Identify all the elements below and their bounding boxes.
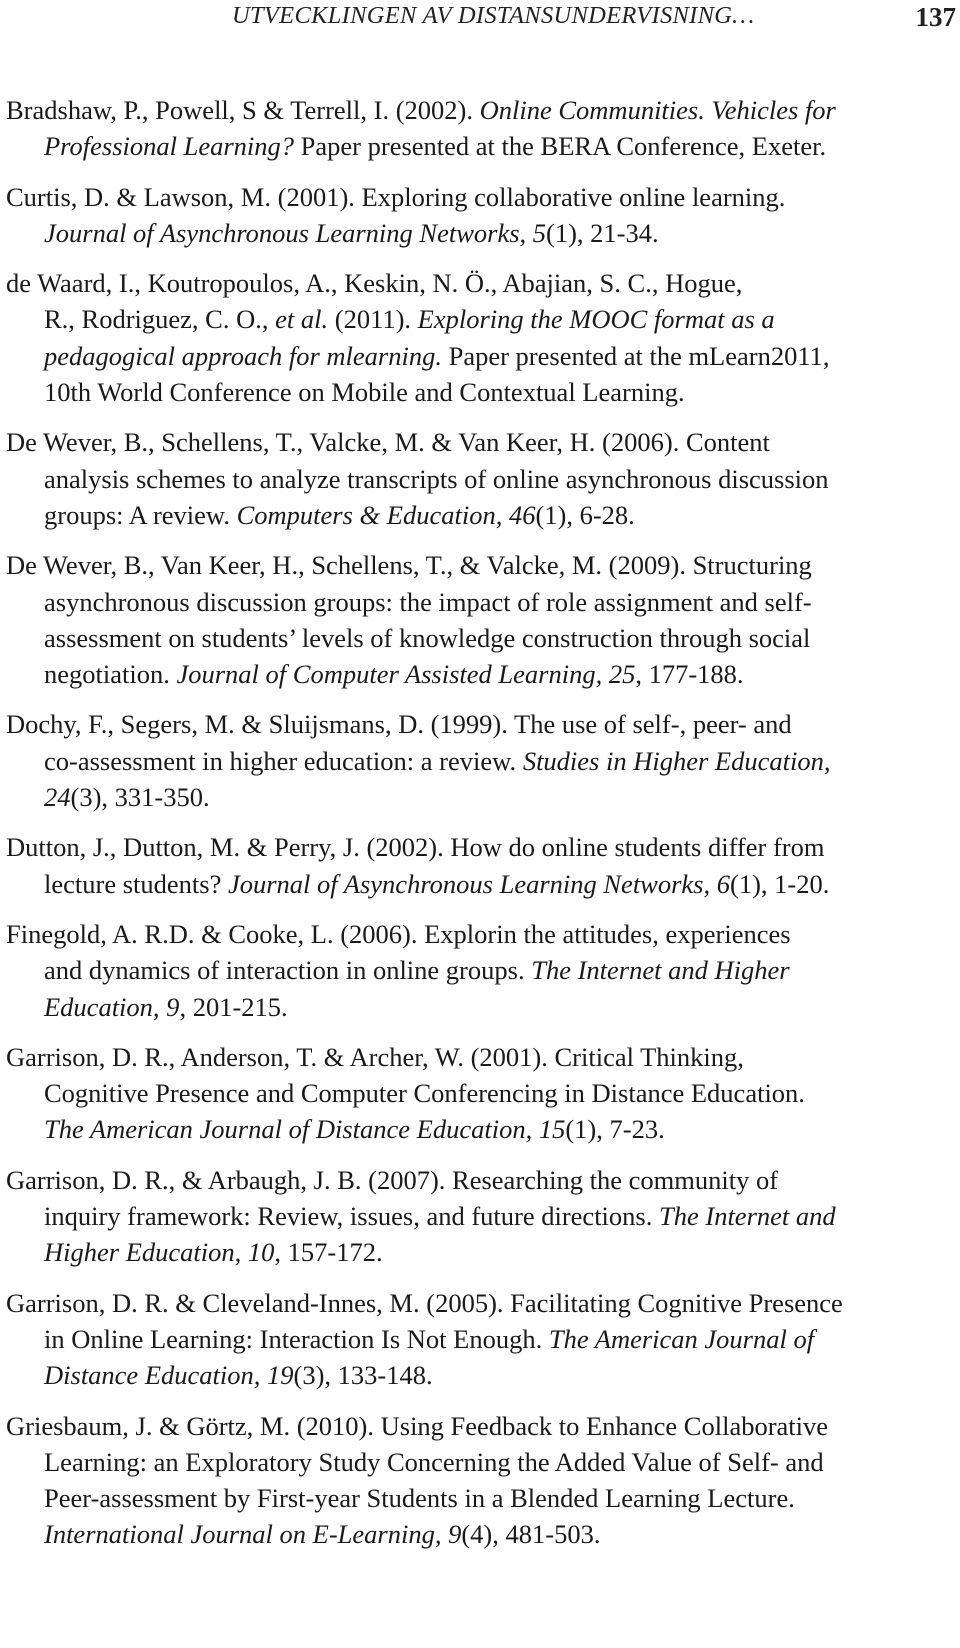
reference-text-segment: asynchronous discussion groups: the impact of role assignment and self- — [44, 586, 812, 617]
reference-italic-segment: Studies in Higher Education, — [522, 745, 831, 776]
reference-entry — [6, 179, 958, 252]
reference-italic-segment: Exploring the MOOC format as a — [417, 304, 775, 335]
reference-text-segment: Finegold, A. R.D. & Cooke, L. (2006). Explorin the attitudes, experiences — [6, 918, 791, 949]
reference-text-segment: Cognitive Presence and Computer Conferencing in Distance Education. — [44, 1078, 805, 1109]
reference-entry — [6, 265, 958, 410]
reference-italic-segment: Journal of Computer Assisted Learning, 25 — [176, 659, 636, 690]
reference-italic-segment: Journal of Asynchronous Learning Networks, 5 — [44, 217, 547, 248]
reference-text-segment: (2011). — [328, 304, 418, 335]
reference-italic-segment: 24 — [44, 782, 71, 813]
reference-text-segment: (4), 481-503. — [461, 1519, 601, 1550]
reference-entry — [6, 1162, 958, 1271]
reference-text-segment: de Waard, I., Koutropoulos, A., Keskin, N. Ö., Abajian, S. C., Hogue, — [6, 268, 743, 299]
page-number: 137 — [915, 2, 956, 32]
reference-text-segment: Bradshaw, P., Powell, S & Terrell, I. (2002). — [6, 95, 480, 125]
reference-text-segment: (1), 1-20. — [730, 868, 830, 899]
reference-text-segment: Peer-assessment by First-year Students in a Blended Learning Lecture. — [44, 1483, 795, 1514]
running-title: UTVECKLINGEN AV DISTANSUNDERVISNING… — [232, 2, 755, 29]
reference-text-segment: inquiry framework: Review, issues, and future directions. — [44, 1201, 659, 1232]
reference-text-segment: Garrison, D. R., & Arbaugh, J. B. (2007). Researching the community of — [6, 1164, 779, 1195]
reference-text-segment: , 177-188. — [635, 659, 744, 690]
reference-entry — [6, 1285, 958, 1394]
reference-text-segment: (1), 6-28. — [535, 499, 635, 530]
reference-text-segment: co-assessment in higher education: a review. — [44, 745, 523, 776]
reference-text-segment: De Wever, B., Van Keer, H., Schellens, T., & Valcke, M. (2009). Structuring — [6, 550, 812, 581]
reference-text-segment: Paper presented at the BERA Conference, Exeter. — [294, 131, 827, 162]
reference-text-segment: lecture students? — [44, 868, 228, 899]
reference-text-segment: Garrison, D. R. & Cleveland-Innes, M. (2005). Facilitating Cognitive Presence — [6, 1287, 843, 1318]
reference-text-segment: and dynamics of interaction in online groups. — [44, 955, 532, 986]
reference-text-segment: in Online Learning: Interaction Is Not Enough. — [44, 1323, 549, 1354]
reference-italic-segment: Higher Education, 10 — [44, 1237, 275, 1268]
reference-italic-segment: pedagogical approach for mlearning. — [44, 340, 442, 371]
reference-entry — [6, 424, 958, 533]
running-header — [0, 0, 960, 40]
reference-entry — [6, 706, 958, 815]
reference-italic-segment: The Internet and Higher — [531, 955, 790, 986]
reference-italic-segment: Distance Education, 19 — [44, 1360, 294, 1391]
reference-text-segment: Garrison, D. R., Anderson, T. & Archer, W. (2001). Critical Thinking, — [6, 1041, 744, 1072]
reference-italic-segment: The American Journal of — [548, 1323, 815, 1354]
reference-italic-segment: The American Journal of Distance Education, 15 — [44, 1114, 566, 1145]
reference-text-segment: Dutton, J., Dutton, M. & Perry, J. (2002). How do online students differ from — [6, 832, 825, 863]
reference-entry — [6, 92, 958, 165]
reference-italic-segment: et al. — [275, 304, 329, 335]
reference-text-segment: De Wever, B., Schellens, T., Valcke, M. & Van Keer, H. (2006). Content — [6, 427, 770, 458]
reference-italic-segment: Journal of Asynchronous Learning Networks, 6 — [227, 868, 730, 899]
reference-italic-segment: Online Communities. Vehicles for — [479, 95, 836, 125]
reference-text-segment: Griesbaum, J. & Görtz, M. (2010). Using Feedback to Enhance Collaborative — [6, 1410, 829, 1441]
reference-entry — [6, 547, 958, 692]
reference-text-segment: groups: A review. — [44, 499, 237, 530]
reference-entry — [6, 916, 958, 1025]
reference-text-segment: Paper presented at the mLearn2011, — [441, 340, 830, 371]
reference-text-segment: analysis schemes to analyze transcripts of online asynchronous discussion — [44, 463, 829, 494]
reference-text-segment: , 157-172. — [274, 1237, 383, 1268]
reference-entry — [6, 1039, 958, 1148]
reference-text-segment: 10th World Conference on Mobile and Contextual Learning. — [44, 377, 685, 408]
reference-text-segment: Curtis, D. & Lawson, M. (2001). Exploring collaborative online learning. — [6, 181, 786, 212]
reference-italic-segment: Professional Learning? — [44, 131, 295, 162]
reference-text-segment: (1), 21-34. — [546, 217, 659, 248]
reference-text-segment: R., Rodriguez, C. O., — [44, 304, 276, 335]
reference-italic-segment: The Internet and — [659, 1201, 836, 1232]
reference-text-segment: negotiation. — [44, 659, 177, 690]
reference-text-segment: assessment on students’ levels of knowledge construction through social — [44, 622, 811, 653]
reference-italic-segment: Education, 9 — [44, 991, 180, 1022]
reference-entry — [6, 829, 958, 902]
reference-text-segment: (1), 7-23. — [565, 1114, 665, 1145]
reference-italic-segment: International Journal on E-Learning, 9 — [44, 1519, 462, 1550]
reference-italic-segment: Computers & Education, 46 — [236, 499, 536, 530]
reference-list — [6, 92, 958, 1567]
reference-text-segment: Dochy, F., Segers, M. & Sluijsmans, D. (1999). The use of self-, peer- and — [6, 709, 792, 740]
reference-text-segment: (3), 133-148. — [293, 1360, 433, 1391]
reference-entry — [6, 1408, 958, 1553]
reference-text-segment: Learning: an Exploratory Study Concerning the Added Value of Self- and — [44, 1446, 824, 1477]
reference-text-segment: (3), 331-350. — [70, 782, 210, 813]
reference-text-segment: , 201-215. — [179, 991, 288, 1022]
